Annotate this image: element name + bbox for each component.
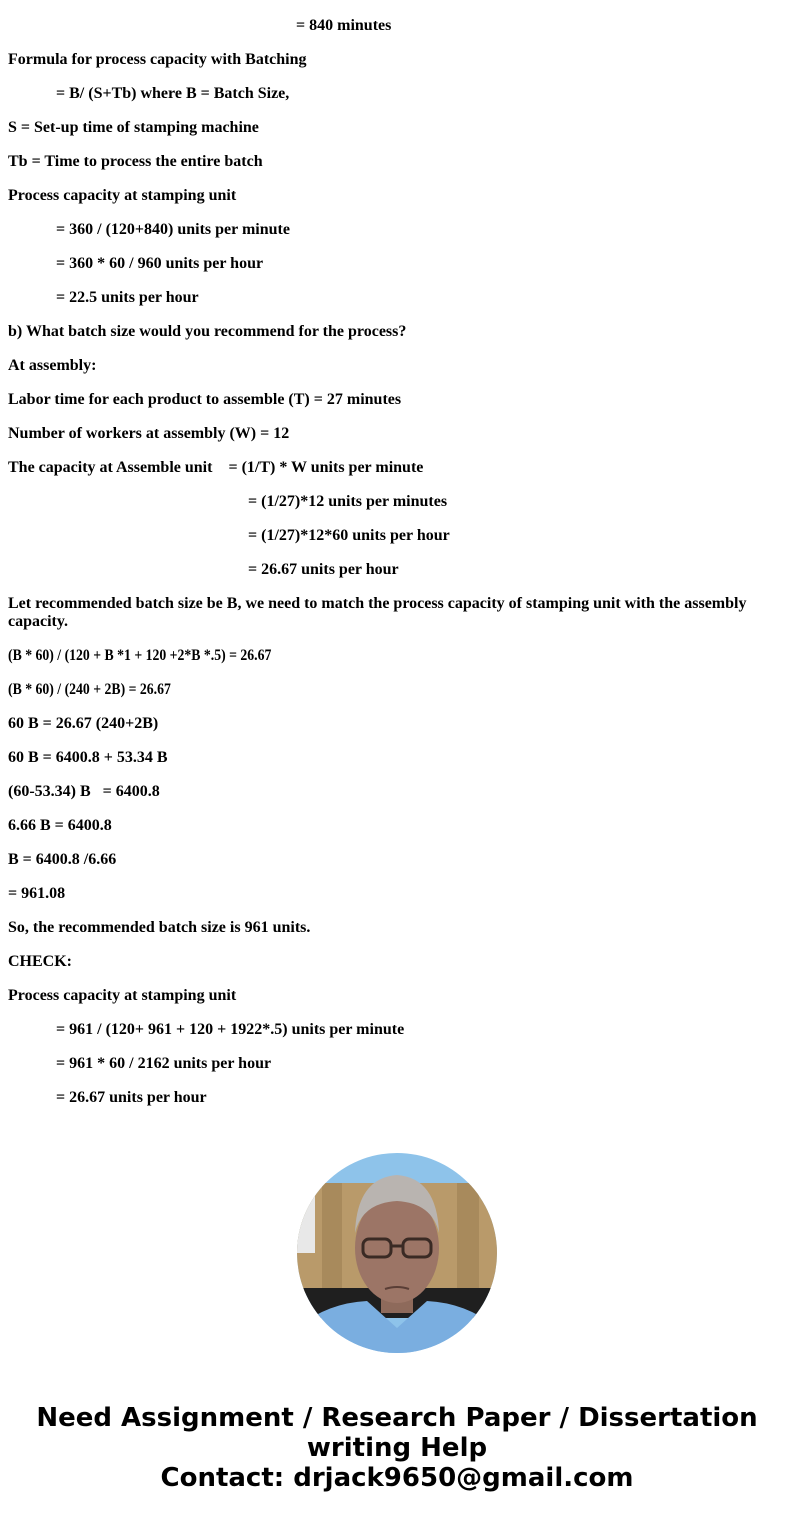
conclusion-line: So, the recommended batch size is 961 units. [8, 919, 311, 936]
equation-line: 6.66 B = 6400.8 [8, 817, 112, 834]
equation-line: (B * 60) / (120 + B *1 + 120 +2*B *.5) = 26.67 [8, 647, 272, 664]
text-line: = B/ (S+Tb) where B = Batch Size, [56, 85, 290, 102]
contact-email: Contact: drjack9650@gmail.com [160, 1463, 634, 1493]
text-line: = 360 / (120+840) units per minute [56, 221, 290, 238]
contact-banner [0, 1403, 794, 1493]
text-line: = (1/27)*12*60 units per hour [248, 527, 450, 544]
text-line: = 840 minutes [296, 17, 392, 34]
check-heading: CHECK: [8, 953, 72, 970]
equation-line: 60 B = 6400.8 + 53.34 B [8, 749, 168, 766]
equation-line: = 961 / (120+ 961 + 120 + 1922*.5) units per minute [56, 1021, 405, 1038]
equation-line: (60-53.34) B = 6400.8 [8, 783, 160, 800]
banner-line: Need Assignment / Research Paper / Dissertation [36, 1403, 758, 1433]
banner-line: writing Help [306, 1433, 488, 1463]
text-line: = (1/27)*12 units per minutes [248, 493, 448, 510]
text-line: Number of workers at assembly (W) = 12 [8, 425, 290, 442]
equation-line: B = 6400.8 /6.66 [8, 851, 117, 868]
text-line: Formula for process capacity with Batching [8, 51, 307, 68]
text-line: Labor time for each product to assemble (T) = 27 minutes [8, 391, 402, 408]
text-line: The capacity at Assemble unit = (1/T) * W units per minute [8, 459, 424, 476]
text-line: S = Set-up time of stamping machine [8, 119, 259, 136]
text-line: Process capacity at stamping unit [8, 987, 237, 1004]
text-line: = 22.5 units per hour [56, 289, 199, 306]
paragraph: Let recommended batch size be B, we need to match the process capacity of stamping unit with the assembly capacity. [8, 595, 747, 630]
text-line: = 26.67 units per hour [248, 561, 399, 578]
text-line: Process capacity at stamping unit [8, 187, 237, 204]
equation-line: = 961.08 [8, 885, 66, 902]
equation-line: = 961 * 60 / 2162 units per hour [56, 1055, 272, 1072]
equation-line: = 26.67 units per hour [56, 1089, 207, 1106]
text-line: At assembly: [8, 357, 97, 374]
portrait-icon [297, 1153, 497, 1353]
text-line: = 360 * 60 / 960 units per hour [56, 255, 264, 272]
question-heading: b) What batch size would you recommend for the process? [8, 323, 407, 340]
text-line: Tb = Time to process the entire batch [8, 153, 263, 170]
equation-line: 60 B = 26.67 (240+2B) [8, 715, 159, 732]
author-avatar [297, 1153, 497, 1353]
equation-line: (B * 60) / (240 + 2B) = 26.67 [8, 681, 171, 698]
